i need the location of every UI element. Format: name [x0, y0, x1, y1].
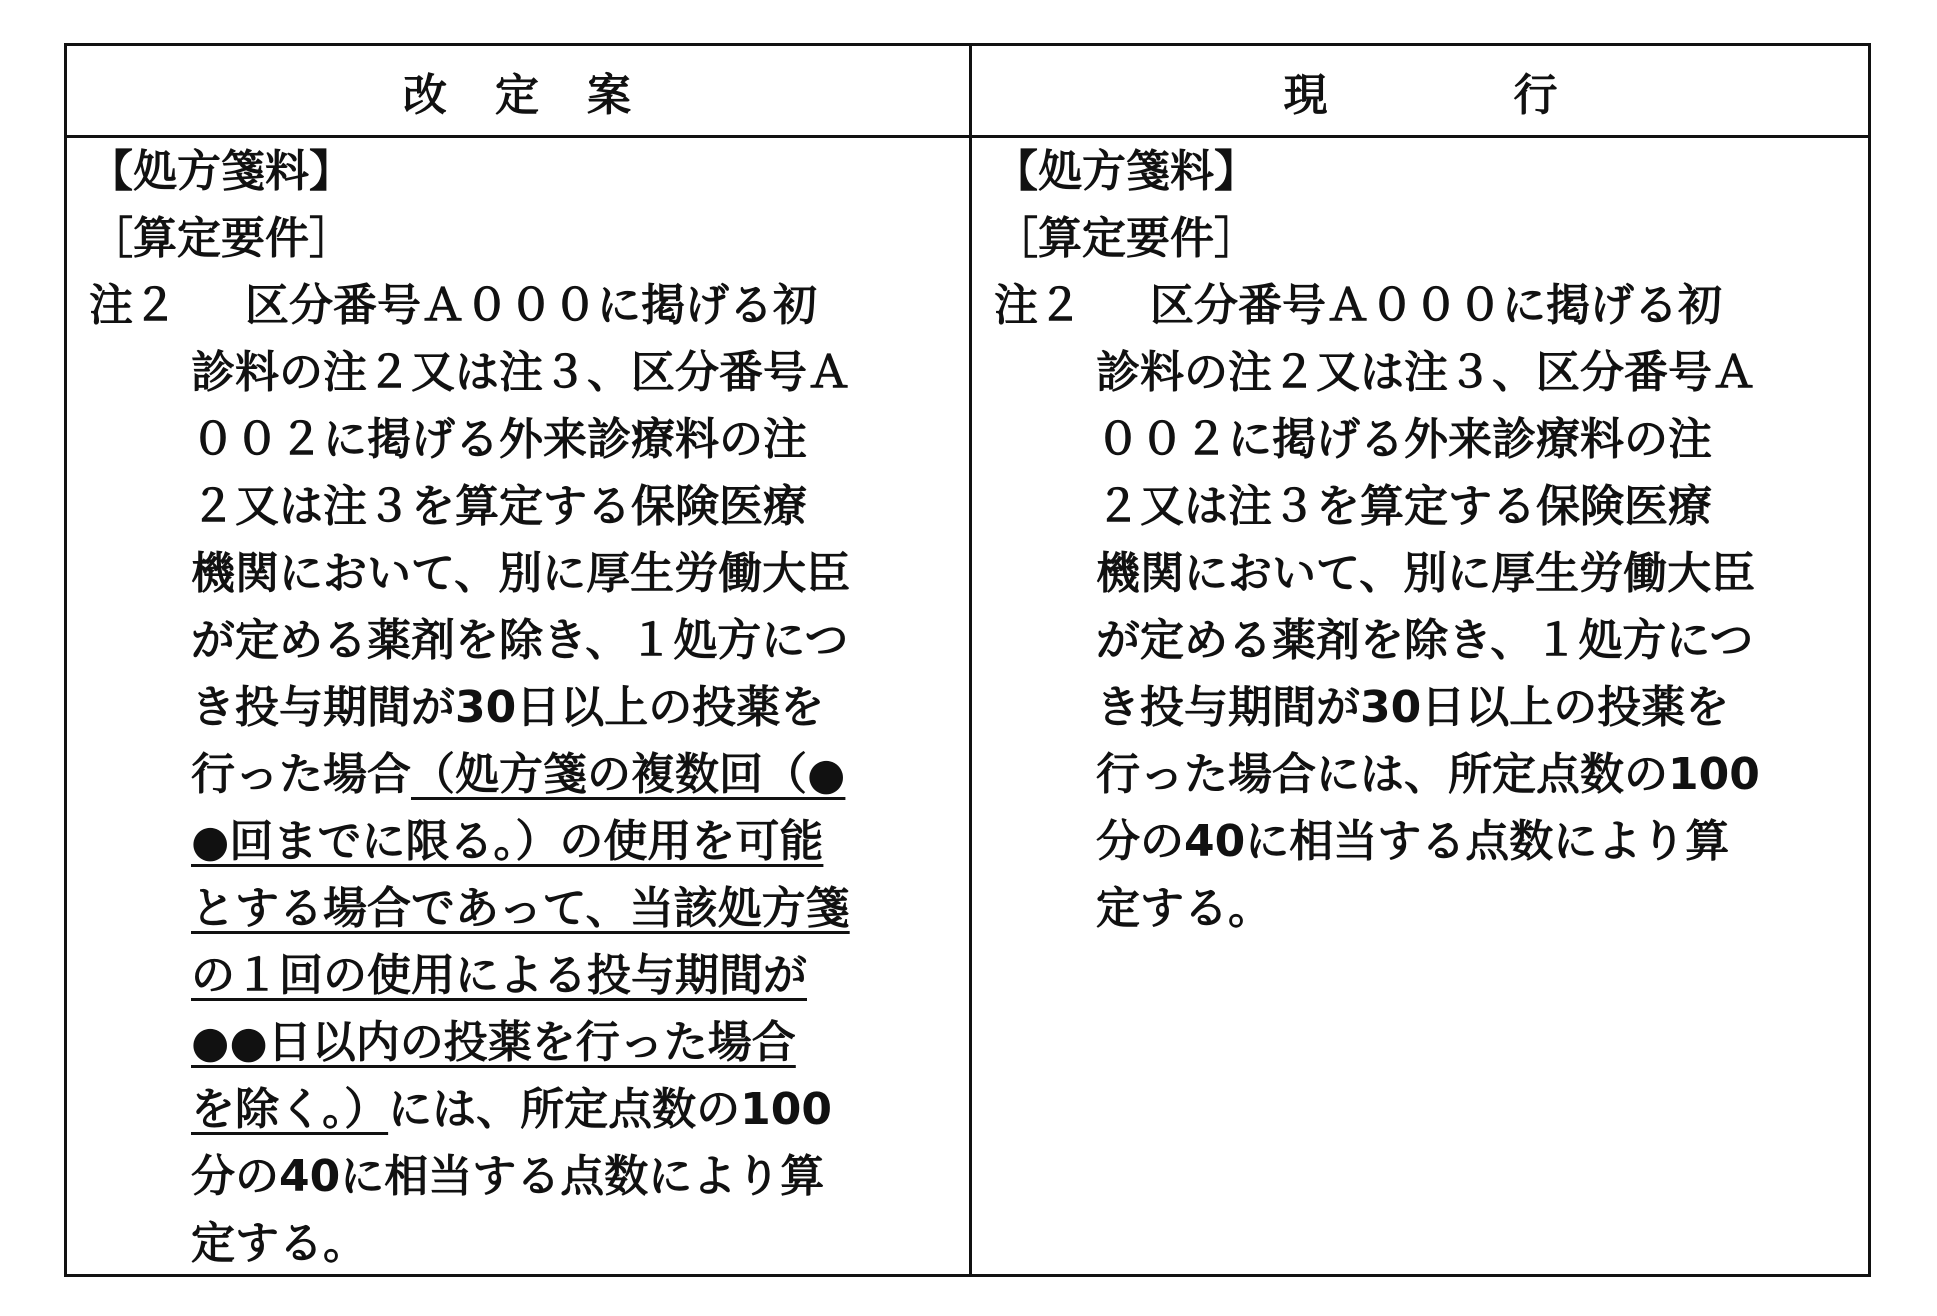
note-label: 注２ — [994, 280, 1082, 331]
body-line — [191, 942, 807, 1009]
body-line — [191, 808, 823, 875]
header-revised: 改 定 案 — [403, 69, 633, 121]
body-line: 機関において、別に厚生労働大臣 — [191, 548, 851, 599]
body-line — [191, 1076, 832, 1143]
amendment-text: ●回までに限る。）の使用を可能 — [191, 816, 824, 867]
body-line: ２又は注３を算定する保険医療 — [191, 481, 807, 532]
body-line: 区分番号Ａ０００に掲げる初 — [245, 280, 817, 331]
requirement-heading: ［算定要件］ — [89, 213, 353, 264]
body-line: 区分番号Ａ０００に掲げる初 — [1150, 280, 1722, 331]
amendment-text: ●●日以内の投薬を行った場合 — [191, 1017, 796, 1068]
body-line: が定める薬剤を除き、１処方につ — [1096, 615, 1754, 666]
revised-cell — [67, 138, 969, 1274]
section-title: 【処方箋料】 — [994, 146, 1258, 197]
header-current: 現 行 — [1283, 69, 1560, 121]
body-line: き投与期間が30日以上の投薬を — [191, 682, 825, 733]
body-text: 行った場合 — [191, 749, 411, 800]
body-line: 機関において、別に厚生労働大臣 — [1096, 548, 1756, 599]
current-cell — [972, 138, 1871, 1274]
note-label: 注２ — [89, 280, 177, 331]
amendment-text: （処方箋の複数回（● — [411, 749, 846, 800]
requirement-heading: ［算定要件］ — [994, 213, 1258, 264]
body-line: 分の40に相当する点数により算 — [191, 1151, 825, 1202]
body-line: ００２に掲げる外来診療料の注 — [1096, 414, 1712, 465]
body-line: 診料の注２又は注３、区分番号Ａ — [1096, 347, 1756, 398]
body-line: ２又は注３を算定する保険医療 — [1096, 481, 1712, 532]
comparison-table — [64, 43, 1871, 1277]
body-line: が定める薬剤を除き、１処方につ — [191, 615, 849, 666]
body-line: 分の40に相当する点数により算 — [1096, 816, 1730, 867]
amendment-text: の１回の使用による投与期間が — [191, 950, 807, 1001]
amendment-text: とする場合であって、当該処方箋 — [191, 883, 850, 934]
body-line: 診料の注２又は注３、区分番号Ａ — [191, 347, 851, 398]
body-line: 定する。 — [1096, 883, 1272, 934]
body-line: 行った場合には、所定点数の100 — [1096, 749, 1760, 800]
amendment-text: を除く。） — [191, 1084, 389, 1135]
body-line — [191, 741, 845, 808]
body-text: には、所定点数の100 — [388, 1084, 832, 1135]
section-title: 【処方箋料】 — [89, 146, 353, 197]
body-line: き投与期間が30日以上の投薬を — [1096, 682, 1730, 733]
body-line — [191, 875, 850, 942]
body-line: ００２に掲げる外来診療料の注 — [191, 414, 807, 465]
body-line: 定する。 — [191, 1218, 367, 1269]
body-line — [191, 1009, 796, 1076]
